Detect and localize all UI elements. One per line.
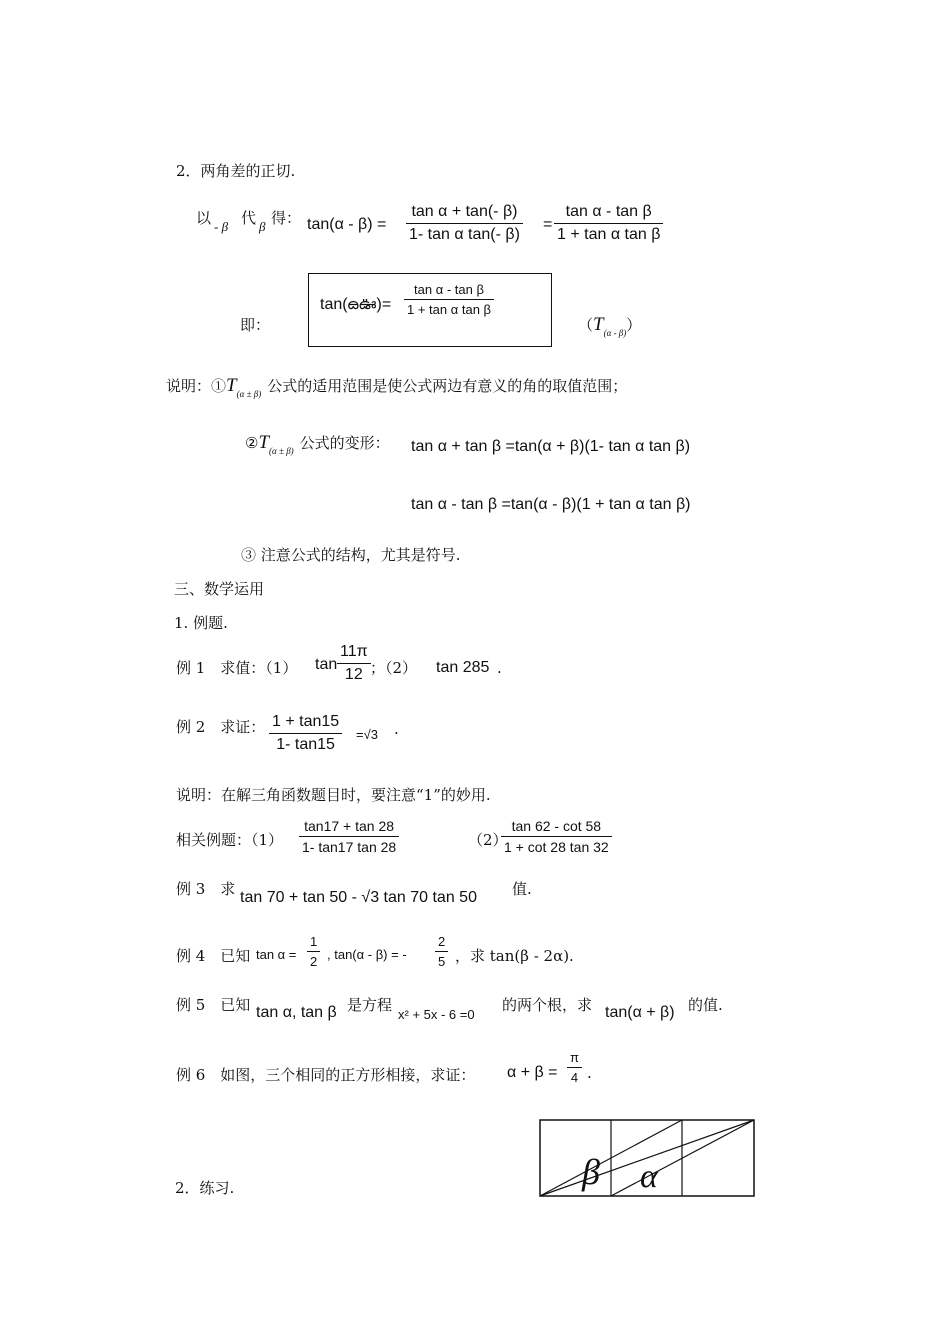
beta-symbol: β <box>259 219 266 234</box>
example-1-fraction <box>337 643 371 684</box>
example-4-fraction-2-denominator: 5 <box>438 954 446 969</box>
formula-tag-subscript: (α - β) <box>603 328 627 338</box>
practice-title: 2．练习. <box>175 1179 235 1197</box>
related-2-denominator: 1 + cot 28 tan 32 <box>504 839 609 855</box>
related-2-numerator: tan 62 - cot 58 <box>501 818 612 837</box>
substitution-mid: 代 <box>241 209 257 227</box>
example-4-fraction-1-denominator: 2 <box>310 954 318 969</box>
section-title-tangent-difference: 2．两角差的正切. <box>176 162 296 180</box>
note-2-T: T <box>258 432 270 453</box>
example-5-label: 例 5 已知 <box>176 996 251 1014</box>
note-2-text: 公式的变形： <box>299 434 390 452</box>
example-6-denominator: 4 <box>570 1070 579 1085</box>
example-6-fraction <box>567 1050 582 1085</box>
example-5-target: tan(α + β) <box>605 1004 675 1021</box>
example-5-end: 的值. <box>688 996 723 1014</box>
related-fraction-2 <box>501 818 612 855</box>
boxed-lhs: tan(ౚఊ)= <box>320 296 392 313</box>
example-6-numerator: π <box>567 1050 582 1068</box>
fraction-1-numerator: tan α + tan(- β) <box>406 203 523 224</box>
related-label: 相关例题：（1） <box>176 831 284 849</box>
example-2-end: . <box>394 720 399 738</box>
example-1-denominator: 12 <box>337 663 371 684</box>
boxed-label: 即： <box>240 316 271 334</box>
note-one-trick: 说明：在解三角函数题目时，要注意“1”的妙用. <box>176 786 491 804</box>
example-4-tail: ，求 tan(β - 2α). <box>455 947 574 965</box>
formula-tag-open: （ <box>578 316 594 334</box>
formula-tag-T: T <box>593 314 604 335</box>
neg-beta-symbol: - β <box>214 219 229 234</box>
note-2-subscript: (α ± β) <box>269 446 294 456</box>
example-1-numerator: 11π <box>340 643 368 660</box>
example-1-end: . <box>497 659 502 677</box>
figure-beta-label: β <box>582 1152 600 1192</box>
note-3: ③ 注意公式的结构，尤其是符号. <box>241 546 461 564</box>
substitution-suffix: 得： <box>271 209 302 227</box>
note-1-text: 公式的适用范围是使公式两边有意义的角的取值范围； <box>267 377 628 395</box>
fraction-2-denominator: 1 + tan α tan β <box>557 226 661 243</box>
example-4-fraction-2-numerator: 2 <box>435 934 448 952</box>
related-1-denominator: 1- tan17 tan 28 <box>302 839 397 855</box>
example-4-fraction-1 <box>307 934 320 969</box>
substitution-prefix: 以 <box>196 209 212 227</box>
formula-tag-close: ） <box>626 316 642 334</box>
example-2-rhs: =√3 <box>356 727 378 742</box>
example-6-end: . <box>587 1064 592 1082</box>
example-1-label: 例 1 求值：（1） <box>176 659 298 677</box>
equals-sign: = <box>543 216 553 233</box>
note-1 <box>166 375 627 399</box>
related-fraction-1 <box>299 818 399 855</box>
fraction-1 <box>406 203 523 244</box>
fraction-1-denominator: 1- tan α tan(- β) <box>409 226 520 243</box>
example-3-expression: tan 70 + tan 50 - √3 tan 70 tan 50 <box>240 889 477 906</box>
boxed-numerator: tan α - tan β <box>404 282 494 300</box>
example-4-tan-alpha: tan α = <box>256 947 297 962</box>
example-5-mid: 是方程 <box>347 996 393 1014</box>
example-5-equation: x² + 5x - 6 =0 <box>398 1007 475 1022</box>
example-4-label: 例 4 已知 <box>176 947 251 965</box>
example-6-lhs: α + β = <box>507 1064 558 1081</box>
related-1-numerator: tan17 + tan 28 <box>299 818 399 837</box>
example-1-tan: tan <box>315 656 338 673</box>
example-2-label: 例 2 求证： <box>176 718 266 736</box>
section-title-math-application: 三、数学运用 <box>174 580 265 598</box>
example-1-separator: ；（2） <box>370 659 418 677</box>
tan-diff-lhs: tan(α - β) = <box>307 216 387 233</box>
related-part-2-label: （2） <box>468 831 508 849</box>
figure-alpha-label: α <box>640 1158 658 1195</box>
example-4-fraction-2 <box>435 934 448 969</box>
fraction-2 <box>554 203 663 244</box>
note-1-T: T <box>226 375 237 396</box>
example-5-roots: tan α, tan β <box>256 1004 337 1021</box>
boxed-denominator: 1 + tan α tan β <box>407 302 492 317</box>
identity-sum: tan α + tan β =tan(α + β)(1- tan α tan β) <box>411 438 691 455</box>
fraction-2-numerator: tan α - tan β <box>554 203 663 224</box>
example-6-label: 例 6 如图，三个相同的正方形相接，求证： <box>176 1066 476 1084</box>
example-3-label: 例 3 求 <box>176 880 236 898</box>
example-5-mid2: 的两个根，求 <box>502 996 593 1014</box>
example-2-denominator: 1- tan15 <box>276 736 335 753</box>
example-1-part-2: tan 285 <box>436 659 490 676</box>
example-4-tan-diff: , tan(α - β) = - <box>327 947 407 962</box>
note-label: 说明：① <box>166 377 227 395</box>
note-1-subscript: (α ± β) <box>236 389 262 399</box>
example-2-fraction <box>269 713 342 754</box>
example-4-fraction-1-numerator: 1 <box>307 934 320 952</box>
note-2 <box>245 432 390 456</box>
identity-difference: tan α - tan β =tan(α - β)(1 + tan α tan β) <box>411 496 691 513</box>
note-2-marker: ② <box>245 434 259 452</box>
example-2-numerator: 1 + tan15 <box>269 713 342 734</box>
formula-tag <box>578 314 641 338</box>
example-3-end: 值. <box>512 880 532 898</box>
examples-title: 1. 例题. <box>174 614 228 632</box>
boxed-fraction <box>404 282 494 317</box>
